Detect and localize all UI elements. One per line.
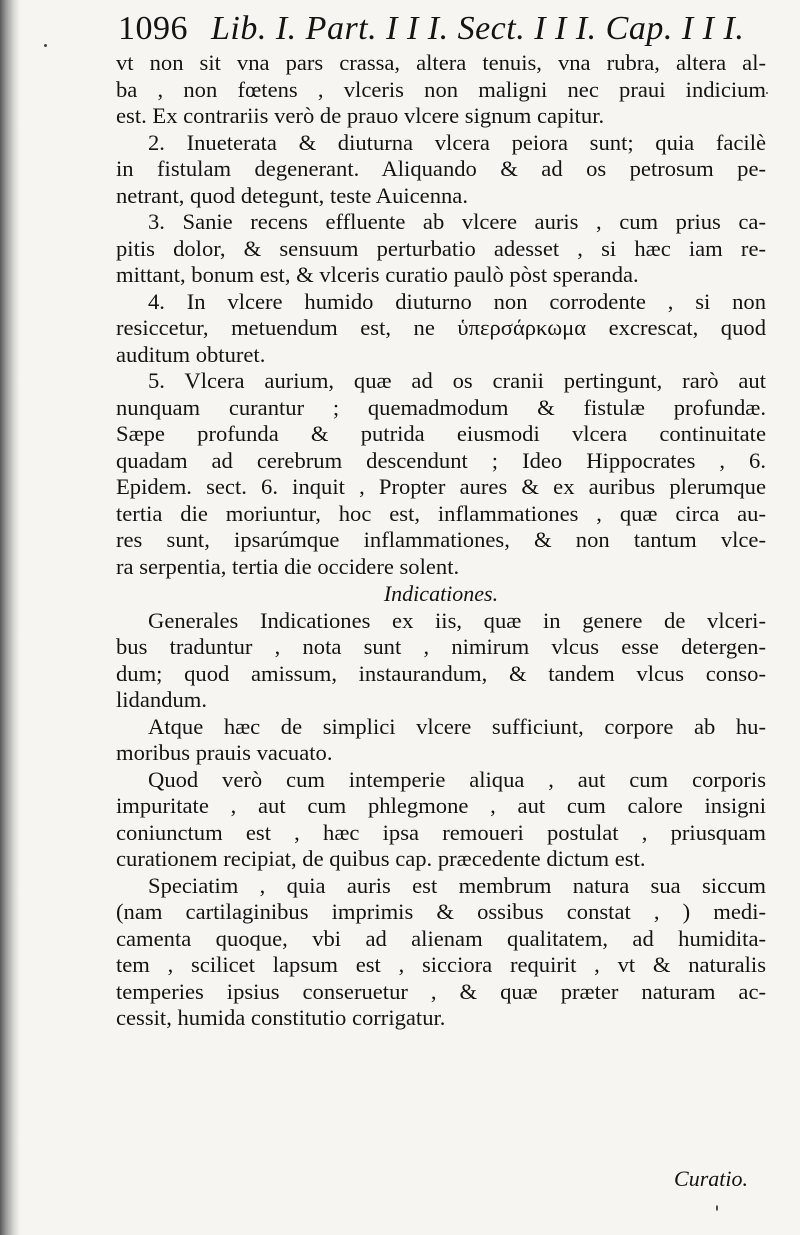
text-line: quadam ad cerebrum descendunt ; Ideo Hippocrates , 6. <box>116 447 766 473</box>
text-line: Generales Indicationes ex iis, quæ in genere de vlceri- <box>148 607 766 633</box>
text-line: dum; quod amissum, instaurandum, & tandem vlcus conso- <box>116 660 766 686</box>
text-line: netrant, quod detegunt, teste Auicenna. <box>116 182 468 208</box>
paragraph <box>116 289 766 369</box>
text-line: ra serpentia, tertia die occidere solent. <box>116 553 460 579</box>
paragraph <box>116 873 766 1032</box>
binding-gutter <box>0 0 20 1235</box>
text-line: auditum obturet. <box>116 341 266 367</box>
ink-speck <box>44 44 47 47</box>
text-line: Speciatim , quia auris est membrum natura sua siccum <box>148 872 766 898</box>
text-line: Sæpe profunda & putrida eiusmodi vlcera continuitate <box>116 421 766 446</box>
text-line: nunquam curantur ; quemadmodum & fistulæ profundæ. <box>116 394 766 420</box>
text-line: res sunt, ipsarúmque inflammationes, & non tantum vlce- <box>116 527 766 552</box>
catchword: Curatio. <box>674 1166 748 1191</box>
paragraph <box>116 368 766 580</box>
text-line: cessit, humida constitutio corrigatur. <box>116 1005 446 1030</box>
text-line: (nam cartilaginibus imprimis & ossibus constat , ) medi- <box>116 899 766 924</box>
text-line: 2. Inueterata & diuturna vlcera peiora sunt; quia facilè <box>148 129 766 155</box>
text-line: coniunctum est , hæc ipsa remoueri postulat , priusquam <box>116 819 766 845</box>
text-line: ba , non fœtens , vlceris non maligni nec praui indicium <box>116 76 766 102</box>
text-line: curationem recipiat, de quibus cap. præcedente dictum est. <box>116 846 646 871</box>
text-line: vt non sit vna pars crassa, altera tenuis, vna rubra, altera al- <box>116 50 766 75</box>
text-line: moribus prauis vacuato. <box>116 740 333 765</box>
page-header <box>118 6 758 52</box>
text-line: mittant, bonum est, & vlceris curatio paulò pòst speranda. <box>116 262 639 287</box>
body-text <box>116 50 766 1032</box>
text-line: camenta quoque, vbi ad alienam qualitatem, ad humidita- <box>116 925 766 951</box>
running-title: Lib. I. Part. I I I. Sect. I I I. Cap. I I I. <box>211 10 745 47</box>
text-line: pitis dolor, & sensuum perturbatio adesset , si hæc iam re- <box>116 235 766 261</box>
text-line: Atque hæc de simplici vlcere sufficiunt, corpore ab hu- <box>148 713 766 739</box>
text-line: in fistulam degenerant. Aliquando & ad os petrosum pe- <box>116 156 766 181</box>
paragraph <box>116 608 766 714</box>
paragraph <box>116 767 766 873</box>
paragraph <box>116 209 766 289</box>
text-line: bus traduntur , nota sunt , nimirum vlcus esse detergen- <box>116 634 766 659</box>
text-line: impuritate , aut cum phlegmone , aut cum calore insigni <box>116 793 766 818</box>
text-line: temperies ipsius conseruetur , & quæ præter naturam ac- <box>116 978 766 1004</box>
ink-speck <box>716 1205 718 1211</box>
text-line: Epidem. sect. 6. inquit , Propter aures & ex auribus plerumque <box>116 474 766 499</box>
text-line: 4. In vlcere humido diuturno non corrodente , si non <box>148 288 766 314</box>
section-heading: Indicationes. <box>383 581 499 606</box>
text-line: 3. Sanie recens effluente ab vlcere auris , cum prius ca- <box>148 209 766 234</box>
paragraph <box>116 50 766 130</box>
text-line: resiccetur, metuendum est, ne ὑπερσάρκωμα excrescat, quod <box>116 315 766 340</box>
page-number: 1096 <box>118 10 188 47</box>
ink-speck <box>766 92 768 94</box>
paragraph <box>116 714 766 767</box>
text-line: est. Ex contrariis verò de prauo vlcere signum capitur. <box>116 103 605 128</box>
text-line: tem , scilicet lapsum est , sicciora requirit , vt & naturalis <box>116 952 766 977</box>
paragraph <box>116 130 766 210</box>
text-line: tertia die moriuntur, hoc est, inflammationes , quæ circa au- <box>116 500 766 526</box>
text-line: Quod verò cum intemperie aliqua , aut cum corporis <box>148 766 766 792</box>
text-line: 5. Vlcera aurium, quæ ad os cranii pertingunt, rarò aut <box>148 368 766 393</box>
text-line: lidandum. <box>116 687 207 712</box>
